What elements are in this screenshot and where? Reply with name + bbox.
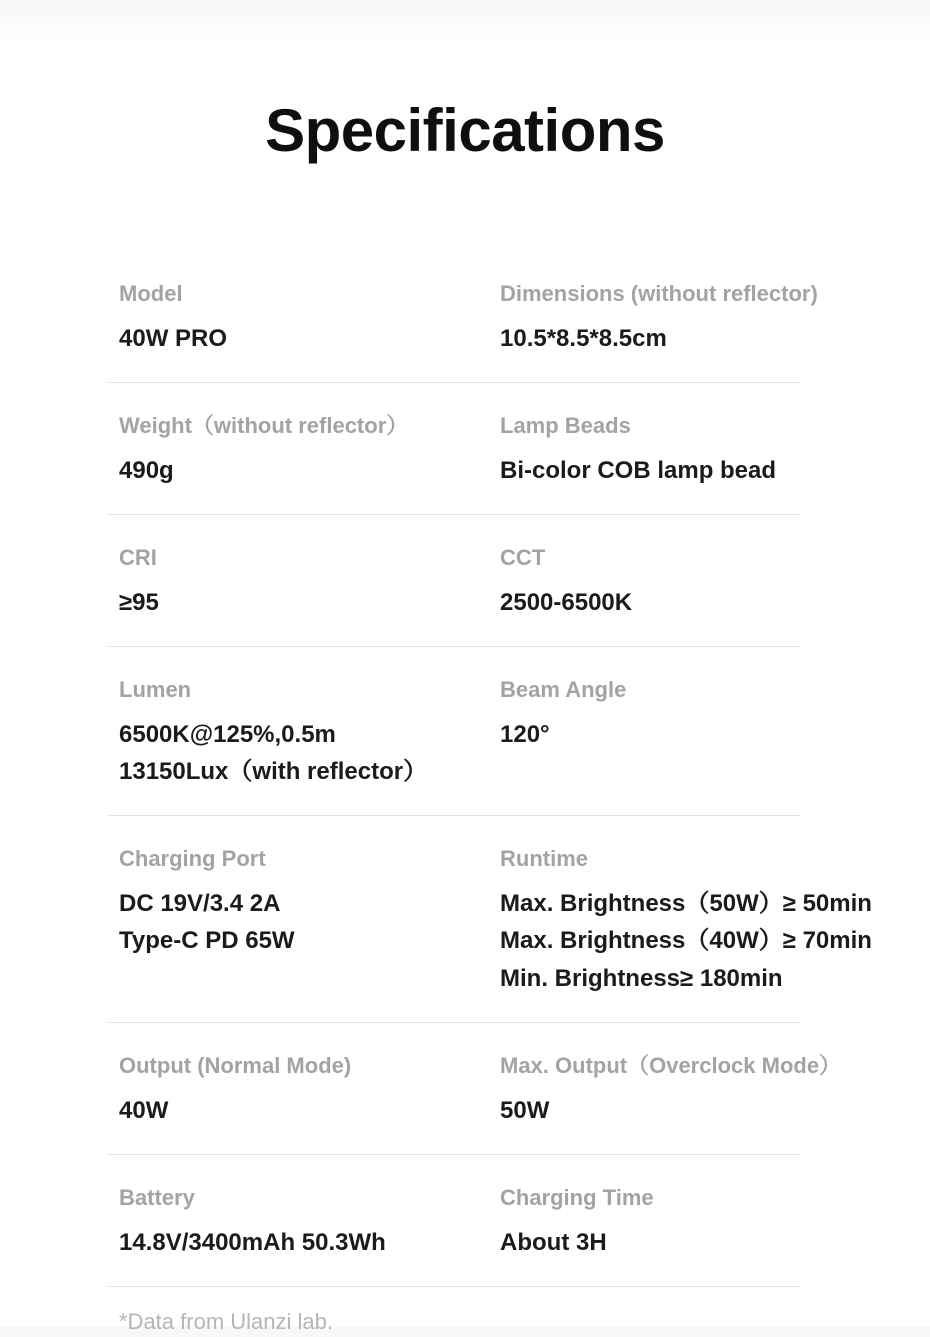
spec-value: 2500-6500K [500, 588, 633, 616]
spec-value: Type-C PD 65W [119, 927, 295, 955]
spec-value: 120° [500, 720, 550, 748]
spec-value: 40W PRO [119, 324, 228, 352]
spec-cell-chargingport [108, 845, 500, 995]
spec-value: ≥95 [119, 588, 159, 616]
spec-row-battery-chargingtime [108, 1155, 800, 1287]
spec-row-lumen-beamangle [108, 647, 800, 816]
spec-value: Max. Brightness（40W）≥ 70min [500, 927, 872, 955]
spec-label: Max. Output（Overclock Mode） [500, 1053, 842, 1079]
spec-cell-output [108, 1052, 500, 1127]
spec-row-chargingport-runtime [108, 816, 872, 1023]
spec-value: 10.5*8.5*8.5cm [500, 324, 667, 352]
spec-label: Lamp Beads [500, 412, 631, 438]
spec-label: Runtime [500, 846, 588, 872]
spec-label: Beam Angle [500, 676, 627, 702]
spec-cell-cct [500, 544, 800, 619]
spec-value: About 3H [500, 1228, 607, 1256]
footnote: *Data from Ulanzi lab. [119, 1309, 333, 1335]
spec-label: Charging Time [500, 1185, 654, 1211]
spec-cell-dimensions [500, 280, 818, 355]
page-title: Specifications [265, 97, 665, 164]
spec-cell-cri [108, 544, 500, 619]
spec-label: Lumen [119, 676, 192, 702]
spec-cell-model [108, 280, 500, 355]
spec-value: DC 19V/3.4 2A [119, 889, 281, 917]
spec-label: Output (Normal Mode) [119, 1053, 352, 1079]
spec-value: 13150Lux（with reflector） [119, 757, 428, 785]
spec-cell-runtime [500, 845, 872, 995]
spec-value: 40W [119, 1096, 169, 1124]
spec-cell-lampbeads [500, 412, 800, 487]
spec-label: Dimensions (without reflector) [500, 281, 818, 306]
spec-value: 490g [119, 456, 174, 484]
spec-value: Max. Brightness（50W）≥ 50min [500, 889, 872, 917]
spec-cell-weight [108, 412, 500, 487]
spec-row-cri-cct [108, 515, 800, 647]
spec-cell-battery [108, 1184, 500, 1259]
spec-row-output-maxoutput [108, 1023, 842, 1155]
spec-cell-lumen [108, 676, 500, 788]
spec-label: Charging Port [119, 846, 266, 872]
spec-value: Bi-color COB lamp bead [500, 456, 777, 484]
spec-cell-maxoutput [500, 1052, 842, 1127]
spec-label: Model [119, 281, 183, 306]
spec-cell-beamangle [500, 676, 800, 788]
spec-label: Weight（without reflector） [119, 412, 409, 438]
spec-label: Battery [119, 1185, 195, 1211]
spec-value: 6500K@125%,0.5m [119, 720, 336, 748]
spec-row-weight-lampbeads [108, 383, 800, 515]
spec-value: Min. Brightness≥ 180min [500, 964, 783, 992]
spec-value: 14.8V/3400mAh 50.3Wh [119, 1228, 386, 1256]
spec-cell-chargingtime [500, 1184, 800, 1259]
spec-label: CCT [500, 544, 546, 570]
spec-row-model-dimensions [108, 251, 818, 383]
spec-value: 50W [500, 1096, 550, 1124]
spec-table [108, 251, 872, 1287]
spec-label: CRI [119, 544, 157, 570]
